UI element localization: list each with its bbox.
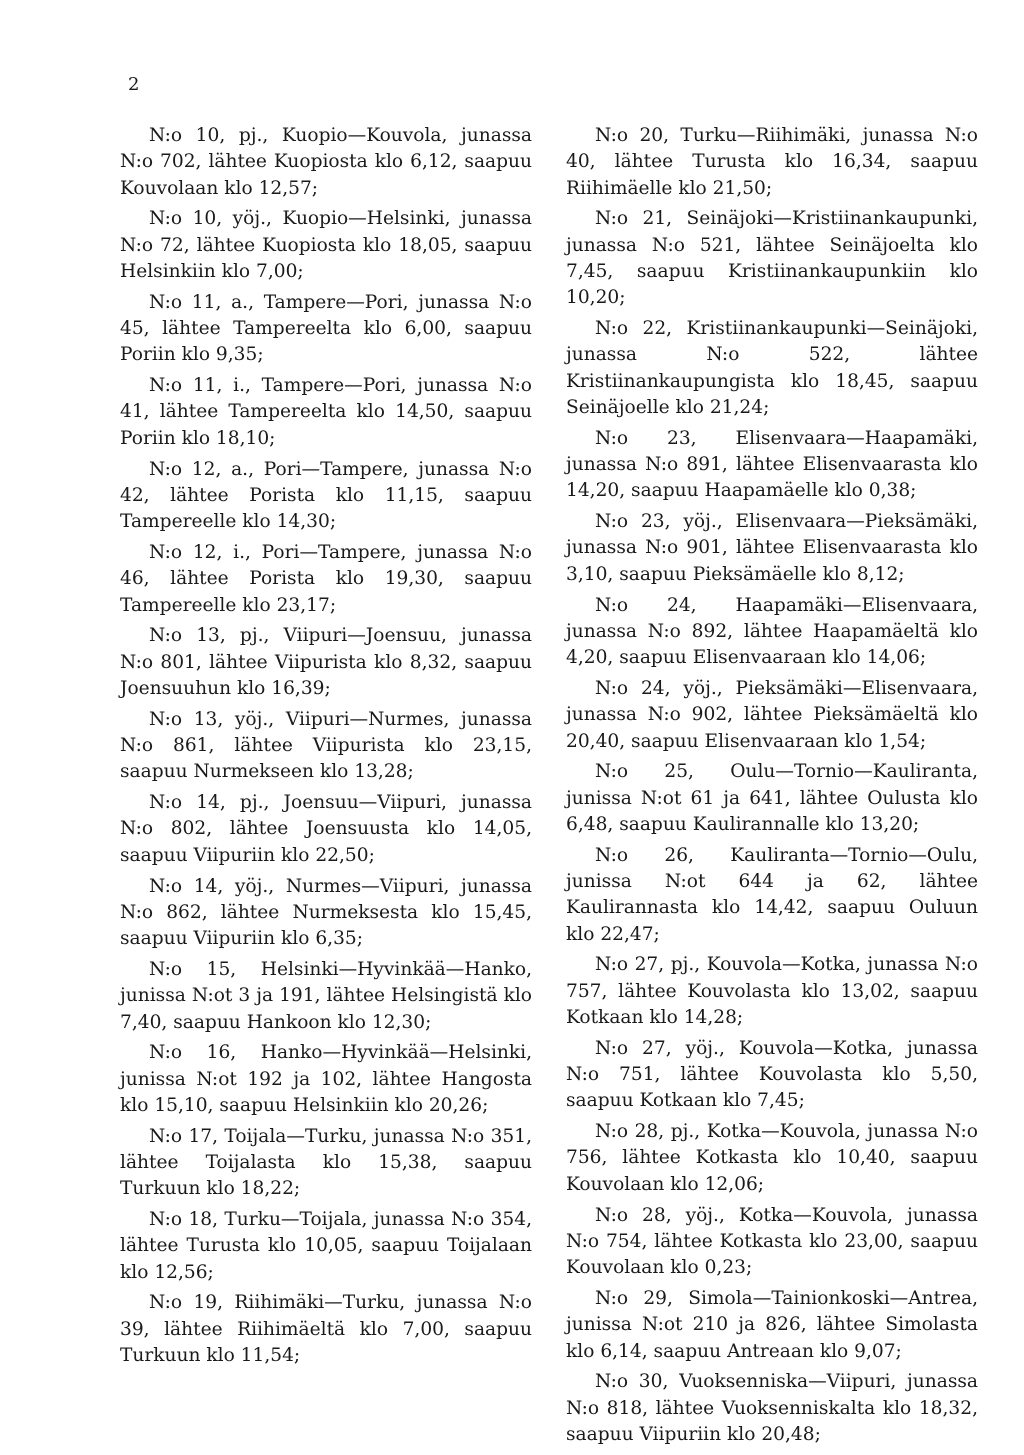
timetable-entry: N:o 28, yöj., Kotka—Kouvola, junassa N:o 754, lähtee Kotkasta klo 23,00, saapuu Kouvolaan klo 0,23; [566,1204,978,1279]
timetable-entry: N:o 24, yöj., Pieksämäki—Elisenvaara, junassa N:o 902, lähtee Pieksämäeltä klo 20,40, saapuu Elisenvaaraan klo 1,54; [566,677,978,752]
timetable-entry: N:o 28, pj., Kotka—Kouvola, junassa N:o 756, lähtee Kotkasta klo 10,40, saapuu Kouvolaan klo 12,06; [566,1121,978,1195]
timetable-entry: N:o 25, Oulu—Tornio—Kauliranta, junissa N:ot 61 ja 641, lähtee Oulusta klo 6,48, saapuu Kaulirannalle klo 13,20; [566,761,978,835]
timetable-entry: N:o 26, Kauliranta—Tornio—Oulu, junissa N:ot 644 ja 62, lähtee Kaulirannasta klo 14,42, saapuu Ouluun klo 22,47; [566,844,978,945]
timetable-entry: N:o 18, Turku—Toijala, junassa N:o 354, lähtee Turusta klo 10,05, saapuu Toijalaan klo 12,56; [120,1209,532,1283]
page-number: 2 [128,74,140,95]
left-column [120,123,532,1374]
timetable-entry: N:o 13, yöj., Viipuri—Nurmes, junassa N:o 861, lähtee Viipurista klo 23,15, saapuu Nurmekseen klo 13,28; [120,708,532,783]
timetable-entry: N:o 10, yöj., Kuopio—Helsinki, junassa N:o 72, lähtee Kuopiosta klo 18,05, saapuu Helsinkiin klo 7,00; [120,208,532,282]
timetable-entry: N:o 10, pj., Kuopio—Kouvola, junassa N:o 702, lähtee Kuopiosta klo 6,12, saapuu Kouvolaan klo 12,57; [120,125,532,199]
timetable-entry: N:o 23, yöj., Elisenvaara—Pieksämäki, junassa N:o 901, lähtee Elisenvaarasta klo 3,10, saapuu Pieksämäelle klo 8,12; [566,511,978,585]
right-column [566,123,978,1453]
timetable-entry: N:o 24, Haapamäki—Elisenvaara, junassa N:o 892, lähtee Haapamäeltä klo 4,20, saapuu Elisenvaaraan klo 14,06; [566,594,978,669]
timetable-entry: N:o 14, pj., Joensuu—Viipuri, junassa N:o 802, lähtee Joensuusta klo 14,05, saapuu Viipuriin klo 22,50; [120,792,532,866]
timetable-entry: N:o 21, Seinäjoki—Kristiinankaupunki, junassa N:o 521, lähtee Seinäjoelta klo 7,45, saapuu Kristiinankaupunkiin klo 10,20; [566,208,978,309]
timetable-entry: N:o 14, yöj., Nurmes—Viipuri, junassa N:o 862, lähtee Nurmeksesta klo 15,45, saapuu Viipuriin klo 6,35; [120,875,532,950]
timetable-entry: N:o 13, pj., Viipuri—Joensuu, junassa N:o 801, lähtee Viipurista klo 8,32, saapuu Joensuuhun klo 16,39; [120,625,532,699]
timetable-entry: N:o 30, Vuoksenniska—Viipuri, junassa N:o 818, lähtee Vuoksenniskalta klo 18,32, saapuu Viipuriin klo 20,48; [566,1371,978,1445]
timetable-entry: N:o 11, i., Tampere—Pori, junassa N:o 41, lähtee Tampereelta klo 14,50, saapuu Poriin klo 18,10; [120,375,532,449]
timetable-entry: N:o 23, Elisenvaara—Haapamäki, junassa N:o 891, lähtee Elisenvaarasta klo 14,20, saapuu Haapamäelle klo 0,38; [566,427,978,502]
timetable-entry: N:o 27, yöj., Kouvola—Kotka, junassa N:o 751, lähtee Kouvolasta klo 5,50, saapuu Kotkaan klo 7,45; [566,1037,978,1112]
timetable-entry: N:o 20, Turku—Riihimäki, junassa N:o 40, lähtee Turusta klo 16,34, saapuu Riihimäelle klo 21,50; [566,125,978,199]
timetable-entry: N:o 12, i., Pori—Tampere, junassa N:o 46, lähtee Porista klo 19,30, saapuu Tampereelle klo 23,17; [120,541,532,616]
timetable-entry: N:o 29, Simola—Tainionkoski—Antrea, junissa N:ot 210 ja 826, lähtee Simolasta klo 6,14, saapuu Antreaan klo 9,07; [566,1287,978,1362]
timetable-entry: N:o 16, Hanko—Hyvinkää—Helsinki, junissa N:ot 192 ja 102, lähtee Hangosta klo 15,10, saapuu Helsinkiin klo 20,26; [120,1042,532,1116]
timetable-entry: N:o 22, Kristiinankaupunki—Seinäjoki, junassa N:o 522, lähtee Kristiinankaupungista klo 18,45, saapuu Seinäjoelle klo 21,24; [566,318,978,418]
timetable-entry: N:o 27, pj., Kouvola—Kotka, junassa N:o 757, lähtee Kouvolasta klo 13,02, saapuu Kotkaan klo 14,28; [566,954,978,1028]
timetable-entry: N:o 19, Riihimäki—Turku, junassa N:o 39, lähtee Riihimäeltä klo 7,00, saapuu Turkuun klo 11,54; [120,1292,532,1367]
timetable-entry: N:o 12, a., Pori—Tampere, junassa N:o 42, lähtee Porista klo 11,15, saapuu Tampereelle klo 14,30; [120,458,532,533]
timetable-entry: N:o 17, Toijala—Turku, junassa N:o 351, lähtee Toijalasta klo 15,38, saapuu Turkuun klo 18,22; [120,1125,532,1200]
timetable-entry: N:o 11, a., Tampere—Pori, junassa N:o 45, lähtee Tampereelta klo 6,00, saapuu Poriin klo 9,35; [120,291,532,366]
timetable-entry: N:o 15, Helsinki—Hyvinkää—Hanko, junissa N:ot 3 ja 191, lähtee Helsingistä klo 7,40, saapuu Hankoon klo 12,30; [120,958,532,1033]
